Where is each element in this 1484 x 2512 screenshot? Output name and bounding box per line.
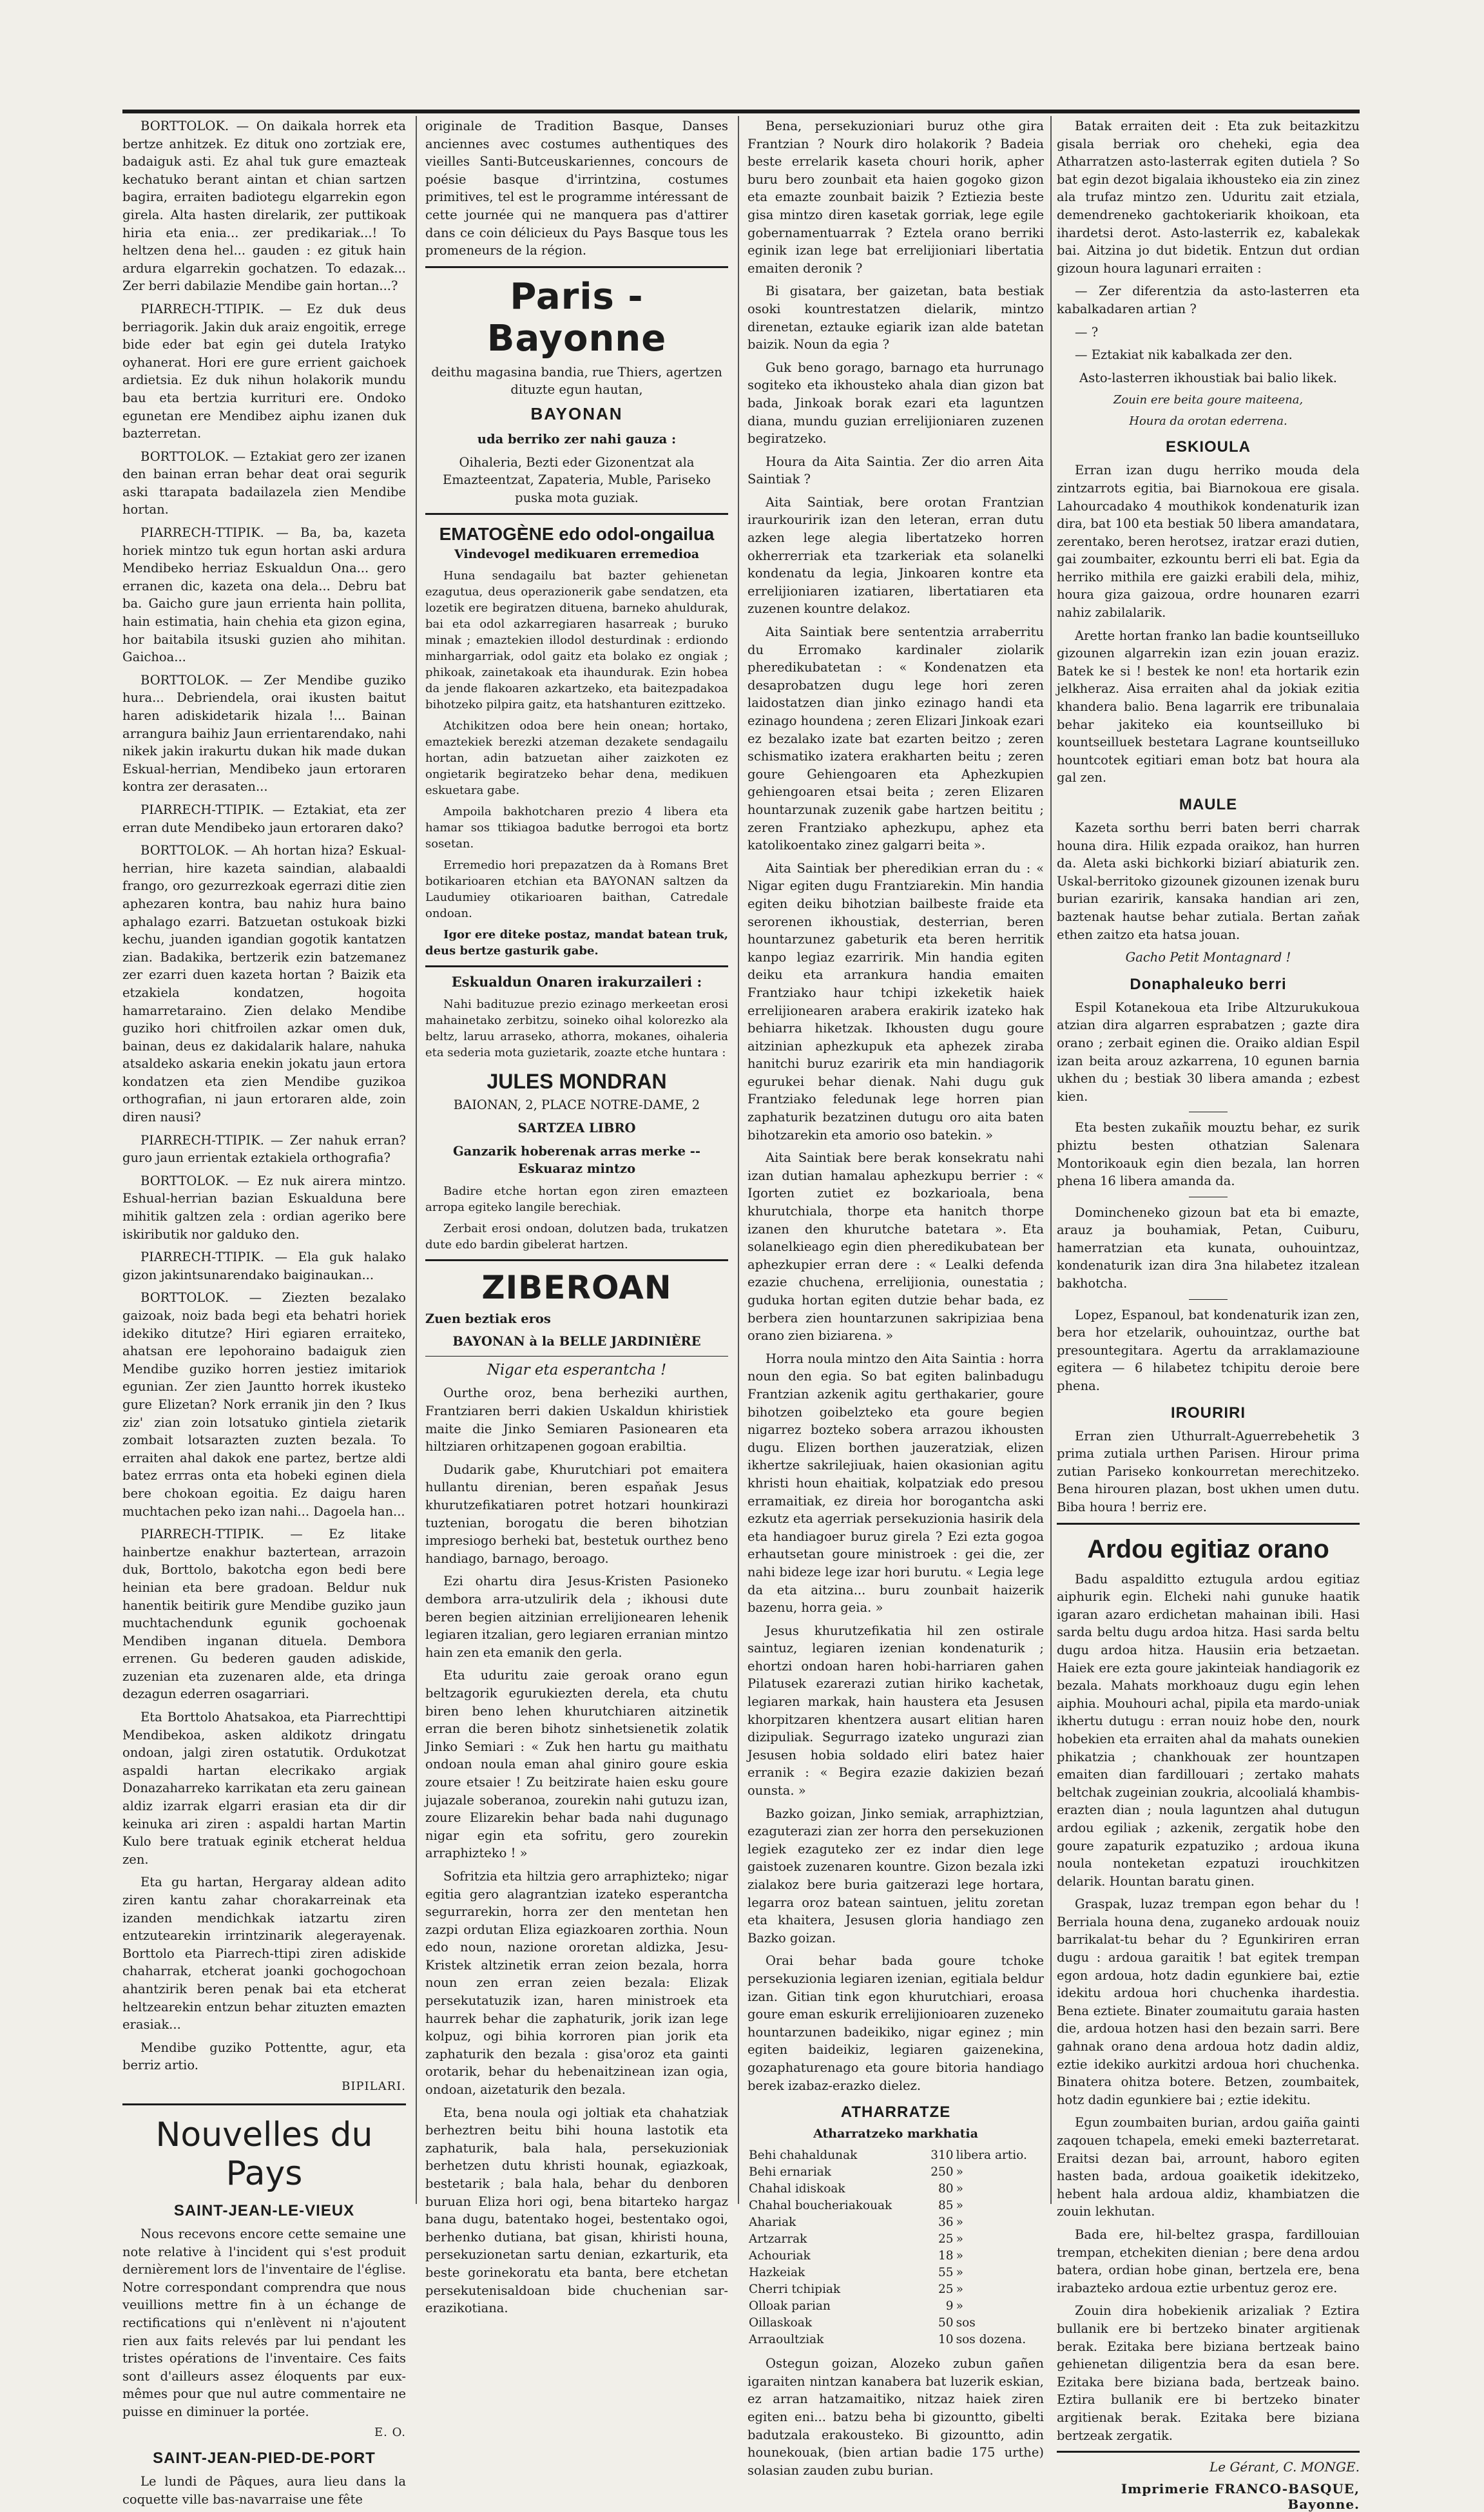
ad-subtitle: Vindevogel medikuaren erremedioa <box>454 547 700 562</box>
ad-text: BAYONAN à la BELLE JARDINIÈRE <box>452 1334 701 1349</box>
market-unit: » <box>956 2199 963 2213</box>
article-paragraph: Arette hortan franko lan badie kountseilluko gizounen algarrekin izan ezin jouan eraziz. Batek ke si ! bestek ke non! eta hortarik ezin jelkheraz. Aisa erraiten ahal da jokiak ezitia khandera balio. Bena lagarrik ere tribunalaia behar jakiteko eia kountseilluko bi kountseilluek bestetara Lagrane kountseilluko hountcotek egitiari eman botz bat houra ala gal zen. <box>1057 628 1360 786</box>
article-paragraph: Lopez, Espanoul, bat kondenaturik izan zen, bera hor etzelarik, ouhouintzaz, ourthe bat presountegitara. Agertu da arraklamazioune egitera — 6 hilabetez tchipitu deroie bere phena. <box>1057 1307 1360 1394</box>
ad-text: Badire etche hortan egon ziren emazteen arropa egiteko langile berechiak. <box>425 1184 728 1214</box>
column-divider <box>738 116 739 2204</box>
market-value: 55 <box>938 2266 954 2280</box>
narrative-paragraph: Eta Borttolo Ahatsakoa, eta Piarrechttipi Mendibekoa, asken aldikotz dringatu ondoan, jalgi ziren ostatutik. Ordukotzat aspaldi hartan elecrikako argiak Donazaharreko karrikatan eta zeru gainean aldiz izarrak elgarri erasian eta dir dir keinuka ari ziren : aspaldi hartan Martin Kulo bere tratuak eginik etcherat heldua zen. <box>122 1710 406 1867</box>
section-subheading: Atharratzeko markhatia <box>813 2127 978 2141</box>
market-label: Cherri tchipiak <box>749 2283 841 2297</box>
gerant-line: Le Gérant, C. MONGE. <box>1209 2459 1360 2475</box>
market-value: 9 <box>945 2299 954 2314</box>
market-label: Oillaskoak <box>749 2316 813 2330</box>
article-paragraph: Ourthe oroz, bena berheziki aurthen, Frantziaren berri dakien Uskaldun khiristiek maite die Jinko Semiaren Pasionearen eta hiltziaren orhitzapenen gogoan erabiltia. <box>425 1386 728 1454</box>
market-unit: » <box>956 2266 963 2280</box>
dialogue-paragraph: PIARRECH-TTIPIK. — Ez duk deus berriagorik. Jakin duk araiz engoitik, errege bide eder bat egin gei dutela Iratyko oyhanerat. Hori ere gure errient gaichoek ardietsia. Ez duk nihun holakorik mundu bau eta bertzia kurrituri ere. Ondoko egunetan ere Mendibez aiphu izanen duk bazterretan. <box>122 301 406 441</box>
market-value: 50 <box>938 2316 954 2330</box>
ad-text: Zerbait erosi ondoan, dolutzen bada, trukatzen dute edo bardin gibelerat hartzen. <box>425 1221 728 1251</box>
top-rule <box>122 110 1360 113</box>
article-paragraph: Bazko goizan, Jinko semiak, arraphiztzian, ezaguterazi zian zer horra den persekuzionen legiek ezaguteko zer ez indar dien lege gaistoek zuzenaren kountre. Gizon bezala izki zialakoz bere buria gaitzerazi lege hortara, legarra oroz batean saintuen, jelitu zoretan eta khaitera, Jesusen gloria handiago zen Bazko goizan. <box>747 1806 1044 1946</box>
section-rule <box>1057 1523 1360 1525</box>
article-paragraph: Eta, bena noula ogi joltiak eta chahatziak berheztren beitu bihi houna lastotik eta zaphaturik, bala hala, persekuzioniak berhetzen dutu khristi hounak, egiazkoak, bestetarik ; bala hala, behar du denboren buruan Eliza hori ogi, bena bitarteko hargaz bana dugu, batentako hogei, bestentako ogoi, berhenko dutiana, bat gisan, khiristi houna, persekuzionetan sartu denian, ezkarturik, eta beste gorinekoratu eta banta, bere etchetan persekutenisaldoan bide chuchenian sar-erazikotiana. <box>425 2105 728 2316</box>
ad-text: Nahi badituzue prezio ezinago merkeetan erosi mahainetako zerbitzu, soineko oihal kolorezko ala beltz, laruu arraseko, athorra, mokanes, oihaleria eta sederia mota guzietarik, zoazte etche huntara : <box>425 998 728 1060</box>
market-row <box>747 2164 1044 2181</box>
market-row <box>747 2298 1044 2315</box>
market-label: Behi chahaldunak <box>749 2149 858 2163</box>
market-value: 25 <box>938 2232 954 2246</box>
article-paragraph: — Eztakiat nik kabalkada zer den. <box>1075 347 1293 363</box>
section-rule <box>1057 2451 1360 2453</box>
section-rule <box>425 965 728 967</box>
article-paragraph: Erran izan dugu herriko mouda dela zintzarrots egitia, bai Biarnokoua ere gisala. Lahourcadako 4 mouthikok kondenaturik izan dira, bat 100 eta bestiak 50 libera amandatara, zerentako, beren herotsez, iratzar erazi dutien, gai zoumbaiter, ezkountu berri eli bat. Egia da herriko mithila ere gaizki erabili dela, mihiz, houra giza gaizoua, ordre hounaren ezarri nahiz zabilalarik. <box>1057 463 1360 621</box>
article-paragraph: Ezi ohartu dira Jesus-Kristen Pasioneko dembora arra-utzulirik dela ; ikhousi dute beren begien aitzinian errelijionearen lehenik legiaren itzalian, gero legiaren erranian mintzo hain zen eta emanik den gerla. <box>425 1574 728 1660</box>
section-heading: SAINT-JEAN-LE-VIEUX <box>173 2201 355 2219</box>
dialogue-paragraph: BORTTOLOK. — Ah hortan hiza? Eskual-herrian, hire kazeta saindian, alabaaldi frango, oro gezurrezkoak egerrazi ditie zien aphezaren kontra, bau nahiz hura baino aphalago ezarri. Batzuetan ostukoak bizki kechu, juanden igandian gogotik kantatzen zian. Badakika, bertzerik ezin batzemanez zer ezarri duen kazeta hortan ? Baizik eta etzakiela kondatzen, hogoita hamarretaraino. Zien delako Mendibe guziko hori chitfroilen azkar omen duk, bainan, deus ez dakidalarik halare, nahuka atsaldeko askaria enekin jokatu jaun ertora kondatzen eta zien Mendibe guzikoa orthografian, ni jaun ertoraren alde, zoin diren nausi? <box>122 843 406 1125</box>
article-title: Nigar eta esperantcha ! <box>487 1361 667 1378</box>
article-paragraph: Aita Saintiak bere sententzia arraberritu du Erromako kardinaler ziolarik pheredikubatetan : « Kondenatzen eta desaprobatzen dugu lege hori zeren laidostatzen dian jinko ezinago handi eta ezinago houndena ; zeren Elizari Jinkoak ezari ez bezalako izate bat ezarten beitzo ; zeren schismatiko izatera erakharten beitu ; zeren goure Gehiengoaren eta Aphezkupien gehiengoaren etsai beita ; zeren Elizaren hountarzunak zuzenik gabe hartzen beititu ; zeren Frantziako aphezkupu, aphez eta katolikoentako zinez galgarri beita ». <box>747 624 1044 853</box>
ad-title: EMATOGÈNE edo odol-ongailua <box>439 524 715 545</box>
market-value: 80 <box>938 2182 954 2196</box>
imprimerie-text: Imprimerie FRANCO-BASQUE, Bayonne. <box>1121 2481 1360 2512</box>
article-paragraph: Espil Kotanekoua eta Iribe Altzurukukoua atzian dira algarren esprabatzen ; gazte dira orano ; zerbait eginen die. Oraiko aldian Espil izan beita arouz azkarrena, 10 egunen barnia ukhen du ; bestiak 30 libera amanda ; ezbest kien. <box>1057 1000 1360 1104</box>
article-paragraph: Badu aspalditto eztugula ardou egitiaz aiphurik egin. Elcheki nahi gunuke haatik igaran azaro erdichetan mahainan ibili. Hasi sarda beltu dugu ardoa hitza. Hasi sarda beltu dugu ardoa hitza. Hausiin eria betzaetan. Haiek ere ezta goure jakinteiak handiagorik ez bezala. Mahats morkhoauz dugu egin lehen aiphia. Mouhouri achal, pipila eta mardo-uniak ikhertu dutugu : erran nouiz hobe den, nourk hobekien eta erraiten ahal da mahats ounekien phikatzia ; chankhouak zer hountzapen emaiten dian fardillouari ; zertako mahats beltchak zugeinian zoukria, alcoolialá khambis-erazten dian ; noula laguntzen ahal dutugun ardou egiliak ; azkenik, zergatik hobe den goure zapaturik ezpatuziko ; ardoua ikuna noula nonteketan ezpatuzi irouchkitzen delarik. Hountan baratu ginen. <box>1057 1571 1360 1889</box>
section-rule <box>425 1259 728 1261</box>
section-heading: IROURIRI <box>1171 1404 1246 1422</box>
ad-text: Huna sendagailu bat bazter gehienetan ezagutua, deus operazionerik gabe sendatzen, eta lozetik ere begiratzen dituena, barneko ahuldurak, bai eta odol azkarregiaren hasarreak ; buruko minak ; emaztekien illodol desturdinak : erdiondo minhargarriak, odol gaitz eta bolako ez ongiak ; phikoak, zainetakoak eta ihaundurak. Ezin hobea da jende flakoaren azkartzeko, eta baitezpadakoa bihotzeko pilpira gaitz, eta hatshanturen ezittzeko. <box>425 569 728 712</box>
article-paragraph: Aita Saintiak bere berak konsekratu nahi izan dutian hamalau aphezkupu berrier : « Igorten zutiet ez bozkarioala, bena khurutchiala, thorpe eta hanitch thorpe izanen den khurutche batetara ». Eta solanelkieago egin dien pheredikubatean ber aphezkupier erran dere : « Lealki defenda ezazie chuchena, errelijionia, ounestatia ; guduka hortan egiten dutzie behar bada, ez berbera zien hountarzunen sakripiziaa bena orano zien biziarena. » <box>747 1150 1044 1344</box>
ad-title: Eskualdun Onaren irakurzaileri : <box>451 974 702 990</box>
ad-text: deithu magasina bandia, rue Thiers, agertzen dituzte egun hautan, <box>431 364 722 398</box>
market-label: Olloak parian <box>749 2299 831 2314</box>
section-heading: Donaphaleuko berri <box>1130 975 1287 993</box>
article-paragraph: Bada ere, hil-beltez graspa, fardillouian trempan, etchekiten dienian ; bere dena ardou batera, ordian hobe ginan, bertzela ere, bena irabazteko ardoua eztie urbentuz geroz ere. <box>1057 2227 1360 2295</box>
market-row <box>747 2181 1044 2198</box>
news-heading: Nouvelles du Pays <box>155 2115 373 2193</box>
market-row <box>747 2198 1044 2214</box>
market-unit: sos dozena. <box>956 2333 1026 2347</box>
news-paragraph: Le lundi de Pâques, aura lieu dans la coquette ville bas-navarraise une fête <box>122 2474 406 2507</box>
narrative-paragraph: Eta gu hartan, Hergaray aldean adito ziren kantu zahar chorakarreinak eta izanden mendichkak iatzartu ziren entzutearekin irrintzinarik alegerayenak. Borttolo eta Piarrech-ttipi ziren adiskide chaharrak, etcherat joanki gochogochoan ahantzirik beren penak bai eta etcherat heltzearekin entzun behar zituzten emazten erasiak... <box>122 1875 406 2033</box>
market-value: 25 <box>938 2283 954 2297</box>
ad-subtitle: Zuen beztiak eros <box>425 1311 551 1326</box>
article-paragraph: Jesus khurutzefikatia hil zen ostirale saintuz, legiaren izenian kondenaturik ; ehortzi ondoan haren hobi-harriaren gahen Pilatusek ezarerazi zutian hiriko kachetak, legiaren markak, hain haustera eta Jesusen khorpitzaren khentzera ausart elitian haren dizipuliak. Segurrago izateko ungurazi zian Jesusen hobia soldado eliri batez haier erranik : « Begira ezazie dakizien bezań ounsta. » <box>747 1623 1044 1799</box>
market-row <box>747 2214 1044 2231</box>
column-4 <box>1057 117 1360 2512</box>
ad-text: Erremedio hori prepazatzen da à Romans Bret botikarioaren etchian eta BAYONAN saltzen da Laudumiey otikarioaren baithan, Catredale ondoan. <box>425 858 728 921</box>
column-2 <box>425 117 728 2316</box>
article-title: Ardou egitiaz orano <box>1087 1534 1329 1563</box>
verse-line: Zouin ere beita goure maiteena, <box>1113 393 1304 407</box>
market-label: Arraoultziak <box>749 2333 824 2347</box>
article-paragraph: Egun zoumbaiten burian, ardou gaiña gainti zaqouen tchapela, emeki emeki bazterretarat. Eraitsi dezan bai, arrount, haboro egiten hasten bada, ardoua goaiketik idekitzeko, hebent hala ardoua aldiz, khambiatzen die zouin lekhutan. <box>1057 2115 1360 2219</box>
market-row <box>747 2147 1044 2164</box>
column-divider <box>1050 116 1052 2204</box>
market-label: Achouriak <box>749 2249 811 2263</box>
ad-text: Oihaleria, Bezti eder Gizonentzat ala Emazteentzat, Zapateria, Muble, Pariseko puska mota guziak. <box>442 454 711 505</box>
dialogue-paragraph: PIARRECH-TTIPIK. — Zer nahuk erran? guro jaun errientak eztakiela orthografia? <box>122 1132 406 1166</box>
ad-text: Igor ere diteke postaz, mandat batean truk, deus bertze gasturik gabe. <box>425 928 728 958</box>
section-rule <box>425 266 728 268</box>
market-label: Ahariak <box>749 2216 796 2230</box>
article-paragraph: Domincheneko gizoun bat eta bi emazte, arauz ja bouhamiak, Petan, Cuiburu, hamerratzian eta kunata, ouhouintzaz, kondenaturik izan dira 3na hilabetez itzalean bakhotcha. <box>1057 1204 1360 1291</box>
dialogue-paragraph: BORTTOLOK. — Ez nuk airera mintzo. Eshual-herrian bazian Eskualduna bere mihitik galtzen zela : ordian ageriko bere iskiributik nor galduko den. <box>122 1173 406 1242</box>
market-value: 36 <box>938 2216 954 2230</box>
market-unit: » <box>956 2165 963 2179</box>
article-paragraph: Bena, persekuzioniari buruz othe gira Frantzian ? Nourk diro holakorik ? Badeia beste errelarik kaseta chouri horik, apher buru bero zounbait eta haien gogoko gizon eta emazte zounbait baizik ? Eztiezia beste gisa mintzo diren kasetak gorriak, lege egile gobernamentuarrak ? Eztela orano berriki eginik izan lege bat errelijioniari libertatia emaiten deronik ? <box>747 119 1044 276</box>
market-unit: » <box>956 2216 963 2230</box>
dialogue-paragraph: PIARRECH-TTIPIK. — Ba, ba, kazeta horiek mintzo tuk egun hortan aski ardura Mendibeko herriaz Eskualdun Ona... gero erranen dic, kazeta ona dela... Debru bat ba. Gaicho gure jaun errienta hain pollita, hain estimatia, hain chehia eta gizon egina, hor baitabila itsuski guzien aho mihitan. Gaichoa... <box>122 525 406 665</box>
article-paragraph: Orai behar bada goure tchoke persekuzionia legiaren izenian, egitiala beldur izan. Gitian tink egon khurutchiari, eroasa goure eman eskurik errelijionioaren zuzeneko hountarzunen badeikiko, nigar eginez ; min egiten baideikiz, legiaren gaizenekina, gozaphaturenago eta goure bitoria handiago berek izabaz-erazko dielez. <box>747 1953 1044 2093</box>
market-row <box>747 2248 1044 2265</box>
column-1 <box>122 117 406 2507</box>
article-paragraph: Dudarik gabe, Khurutchiari pot emaitera hullantu direnian, beren espaňak Jesus khurutzefikatiaren potret hotzari hounkirazi tuztenian, borogatu die beren bihotzian impresiogo berheki bat, bestetuk ourthez beno handiago, barnago, beroago. <box>425 1462 728 1566</box>
ad-text: uda berriko zer nahi gauza : <box>477 431 677 447</box>
verse-line: Houra da orotan ederrena. <box>1129 414 1287 429</box>
article-paragraph: Gacho Petit Montagnard ! <box>1125 950 1291 965</box>
article-paragraph: Batak erraiten deit : Eta zuk beitazkitzu gisala berriak oro cheheki, egia dea Atharratzen asto-lasterrak egiten dutiela ? So bat egin dezot bigalaia ikhousteko eia zin zinez ala trufaz mintzo zen. Uduritu zait etziala, demendreneko gachtokeriarik khoikoan, eta ihardetsi derot. Asto-lasterrik ez, kabalekak bai. Aitzina jo dut bidetik. Entzun dut ordian gizoun houra lagunari erraiten : <box>1057 119 1360 276</box>
article-paragraph: — Zer diferentzia da asto-lasterren eta kabalkadaren artian ? <box>1057 284 1360 316</box>
article-paragraph: Eta besten zukañik mouztu behar, ez surik phiztu besten othatzian Salenara Montorikoauk egin dien bezala, lan horren phena 16 libera amanda da. <box>1057 1120 1360 1189</box>
market-value: 250 <box>930 2165 954 2179</box>
dialogue-paragraph: PIARRECH-TTIPIK. — Eztakiat, eta zer erran dute Mendibeko jaun ertoraren dako? <box>122 802 406 835</box>
article-paragraph: Erran zien Uthurralt-Aguerrebehetik 3 prima zutiala urthen Parisen. Hirour prima zutian Pariseko konkourretan merechitzeko. Bena hirouren plazan, bost ukhen umen dutu. Biba houra ! berriz ere. <box>1057 1428 1360 1514</box>
article-paragraph: Kazeta sorthu berri baten berri charrak houna dira. Hilik ezpada oraikoz, han hurren da. Aleta aski bichkorki biziarí abiaturik zen. Uskal-berritoko gizounek gizounen izenak buru burian ezaririk, kansaka handian ari zen, baztenak hautse behar zutiala. Bertan zaňak ethen zaitzo eta hatsa jouan. <box>1057 820 1360 942</box>
market-value: 85 <box>938 2199 954 2213</box>
dialogue-paragraph: BORTTOLOK. — Eztakiat gero zer izanen den bainan erran behar deat orai segurik aski ttarapata badailazela zien Mendibe hortan. <box>122 449 406 517</box>
market-value: 18 <box>938 2249 954 2263</box>
ad-address: BAIONAN, 2, PLACE NOTRE-DAME, 2 <box>453 1097 700 1113</box>
market-unit: » <box>956 2299 963 2314</box>
ad-name: JULES MONDRAN <box>487 1070 667 1094</box>
market-row <box>747 2332 1044 2348</box>
market-unit: » <box>956 2232 963 2246</box>
market-row <box>747 2231 1044 2248</box>
market-value: 10 <box>938 2333 954 2347</box>
market-label: Chahal boucheriakouak <box>749 2199 892 2213</box>
section-heading: ATHARRATZE <box>840 2103 951 2121</box>
market-row <box>747 2265 1044 2281</box>
market-unit: libera artio. <box>956 2149 1027 2163</box>
market-unit: sos <box>956 2316 976 2330</box>
column-3 <box>747 117 1044 2478</box>
dialogue-paragraph: BORTTOLOK. — On daikala horrek eta bertze anhitzek. Ez dituk ono zortziak ere, badaiguk asti. Ez ahal tuk gure emazteak kechatuko berant aintan et chian sartzen bagira, erraiten badiotegu elgarrekin egon girela. Alta hasten direlarik, zer puttikoak hiria eta enia... zer predikariak...! To heltzen dena hel... gauden : ez gituk hain ardura elgarrekin gochatzen. To edazak... Zer berri dabilazie Mendibe gain hortan...? <box>122 119 406 294</box>
news-paragraph: Nous recevons encore cette semaine une note relative à l'incident qui s'est produit dernièrement lors de l'inventaire de l'église. Notre correspondant comprendra que nous veuillions mettre fin à un échange de rectifications qui n'enlèvent ni n'ajoutent rien aux faits relevés par lui pendant les tristes opérations de l'inventaire. Ces faits sont d'ailleurs assez éloquents par eux-mêmes pour que nul autre commentaire ne puisse en diminuer la portée. <box>122 2226 406 2419</box>
dialogue-paragraph: BORTTOLOK. — Zer Mendibe guziko hura... Debriendela, orai ikusten baitut haren adiskidetarik hizala !... Bainan arrangura baihiz Jaun errientarendako, nahi nikek jakin irakurtu dukan hik made dukan Eskual-herrian, Mendibeko jaun ertoraren kontra zer derasaten... <box>122 672 406 795</box>
market-unit: » <box>956 2283 963 2297</box>
article-paragraph: Bi gisatara, ber gaizetan, bata bestiak osoki kountrestatzen dielarik, mintzo direnetan, eztauke egiarik izan alde batetan baizik. Noun da egia ? <box>747 284 1044 353</box>
dialogue-paragraph: PIARRECH-TTIPIK. — Ez litake hainbertze enakhur baztertean, arrazoin duk, Borttolo, bakotcha egon bedi bere heinian eta bere gradoan. Beldur nuk hanentik beitirik gure Mendibe guziko jaun muchtachendunk egunik gochoenak Mendiben inganan dituela. Dembora errenen. Gu bederen gauden adiskide, zuzenian eta zuzenaren alde, eta dringa dezagun ederren osagarriari. <box>122 1527 406 1702</box>
ad-slogan: Ganzarik hoberenak arras merke -- Eskuaraz mintzo <box>453 1143 700 1177</box>
article-paragraph: Horra noula mintzo den Aita Saintia : horra noun den egia. So bat egiten balinbadugu Frantzian azkenik agitu gerthakarier, goure bihotzen goibelzteko eta goure begien nigarrez bozteko sobera arrazou ikhousten dugu. Elizen borthen jauzeratziak, elizen ikhertze sakrilejiuak, haien okasionian agitu khristi houn ehaitiak, kolpatziak edo presou erramaitiak, ez direia hor borogantcha aski ezkutz eta agerriak persekuzionia hasirik dela eta handiagoer buruz girela ? Ezi ezta gogoa erhautsetan goure ministroek : gei die, zer nahi bideze lege izar hori burutu. « Legia lege da eta aitzina... buru zounbait haizerik bazenu, horra geia. » <box>747 1351 1044 1616</box>
narrative-paragraph: Mendibe guziko Pottentte, agur, eta berriz artio. <box>122 2040 406 2073</box>
article-paragraph: Houra da Aita Saintia. Zer dio arren Aita Saintiak ? <box>747 454 1044 487</box>
author-signature: BIPILARI. <box>342 2079 406 2093</box>
market-row <box>747 2281 1044 2298</box>
article-paragraph: Graspak, luzaz trempan egon behar du ! Berriala houna dena, zuganeko ardouak nouiz barrikalat-tu behar du ? Egunkiriren erran dugu : ardoua garaitik ! bat egitek trempan egon ardoua, hotz dadin egunkiere bai, eztie idekitu ardoua hori chuchenka ihardestia. Bena eztiete. Binater zoumaitutu garaia hasten die, ardoua hotzen hasi den bezain sarri. Bere gahnak orano dena ardoua hotz dadin aldiz, eztie idekiko aurkitzi ardoua hori chuchenka. Binatera ohitza botere. Betzen, zoumbaitek, hotz dadin egunkiere bai ; eztie idekitu. <box>1057 1897 1360 2107</box>
section-rule <box>122 2103 406 2105</box>
article-paragraph: Guk beno gorago, barnago eta hurrunago sogiteko eta ikhousteko ahala dian gizon bat bada, Jinkoak borak ezari eta laguntzen diana, mundu guzian errelijioniaren zuzenen begiratzeko. <box>747 360 1044 447</box>
dialogue-paragraph: PIARRECH-TTIPIK. — Ela guk halako gizon jakintsunarendako baiginaukan... <box>122 1250 406 1282</box>
ad-text: SARTZEA LIBRO <box>517 1120 636 1135</box>
market-unit: » <box>956 2182 963 2196</box>
section-rule <box>1189 1299 1228 1300</box>
market-price-table <box>747 2147 1044 2348</box>
ad-title: Paris - Bayonne <box>487 275 667 360</box>
section-heading: MAULE <box>1179 796 1238 813</box>
article-paragraph: Eta uduritu zaie geroak orano egun beltzagorik egurukiezten derela, eta chutu biren beno lehen khurutchiaren aitzinetik erran die beren bihotz sinhetsienetik zolatik Jinko Semiari : « Zuk hen hartu gu maithatu ondoan noula eman ahal giniro goure eskia zoure etsaier ! Zu beitzirate haien esku goure jujazale soberanoa, zourekin nahi gutuzu izan, zoure Elizarekin behar bada nahi dugunago nigar egin eta sofritu, gero zourekin arraphizteko ! » <box>425 1668 728 1861</box>
market-row <box>747 2315 1044 2332</box>
section-heading: ESKIOULA <box>1165 438 1251 456</box>
section-heading: SAINT-JEAN-PIED-DE-PORT <box>153 2449 376 2468</box>
market-value: 310 <box>930 2149 954 2163</box>
market-label: Artzarrak <box>749 2232 807 2246</box>
ad-text: Atchikitzen odoa bere hein onean; hortako, emaztekiek berezki atzeman dezakete sendagailu hortan, adin batzuetan aiher zaizkoten ez ongietarik begiratzeko behar dena, medikuen eskuetara gabe. <box>425 719 728 798</box>
ad-city: BAYONAN <box>530 403 623 423</box>
market-label: Behi ernariak <box>749 2165 831 2179</box>
article-paragraph: Sofritzia eta hiltzia gero arraphizteko; nigar egitia gero alagrantzian izateko esperantcha segurrarekin, horra zer den mentetan hen zazpi ordutan Eliza egiazkoaren zorthia. Noun edo noun, nazione ororetan aldizka, Jesu-Kristek altzinetik erran zeion bezala, horra noun zen erran zeien bezala: Elizak persekutatuzik izan, haren ministroek eta haurrek behar die zaphaturik, jorik izan lege kolpuz, ogi bihia korroren pian jorik eta zaphaturik den bezala : gisa'oroz eta gainti orotarik, behar du hebenaitzinean izan ogia, ondoan, aizetaturik den bezala. <box>425 1868 728 2098</box>
dialogue-paragraph: BORTTOLOK. — Ziezten bezalako gaizoak, noiz bada begi eta behatri horiek idekiko ditutze? Hiri egiaren erraiteko, ahatsan ere lepohoraino badaiguk zien Mendibe guziko horren jestiez imitariok egunian. Zer zien Jauntto horrek ikusteko gure Elizetan? Nork erranik jin den ? Ikus ziz' zian zoin lotsatuko gintiela zietarik zombait lotsarazten zuzten bezala. To erraiten ahal dakok ene partez, bertze aldi batez errras onta eta hobeki eginen diela bere chokoan egoitia. Ez daigu haren muchtachen peko izan nahi... Dagoela han... <box>122 1290 406 1519</box>
market-label: Chahal idiskoak <box>749 2182 845 2196</box>
article-paragraph: Aita Saintiak, bere orotan Frantzian iraurkouririk izan den leteran, erran dutu azken lege alegia libertatzeko horren okherrerriak eta tzarkeriak eta solanelki kondenatu da legia, Jinkoaren kontre eta errelijioniaren izatiaren, libertatiaren eta zuzenen kountre delakoz. <box>747 494 1044 617</box>
ad-title: ZIBEROAN <box>481 1268 672 1306</box>
article-paragraph: Zouin dira hobekienik arizaliak ? Eztira bullanik ere bi bertzeko binater argitienak berak. Ezitaka bere biziana bertzeak baino gehienetan diligentzia bera da esan bere. Ezitaka bere biziana bada, bertzeak baino. Eztira bullanik ere bi bertzeko binater argitienak berak. Ezitaka bere biziana bertzeak zergatik. <box>1057 2303 1360 2443</box>
news-continued: originale de Tradition Basque, Danses anciennes avec costumes authentiques des vieilles Santi-Butceuskariennes, concours de poésie basque d'irrintzina, costumes primitives, tel est le programme intéressant de cette journée qui ne manquera pas d'attirer dans ce coin délicieux du Pays Basque tous les promeneurs de la région. <box>425 119 728 258</box>
imprimerie-line <box>1057 2481 1360 2512</box>
article-paragraph: Ostegun goizan, Alozeko zubun gañen igaraiten nintzan kanabera bat luzerik eskian, ez arran hatzamaitiko, nitzaz haiek ziren egiten eni... batzu beha bi gizountto, gibelti badutzala erakousteko. Bi gizountto, adin hounekouak, (bien artian badie 175 urthe) solasian zauden zubu burian. <box>747 2356 1044 2478</box>
section-rule <box>425 513 728 515</box>
article-paragraph: Aita Saintiak ber pheredikian erran du : « Nigar egiten dugu Frantziarekin. Min handia egiten deiku bihotzian bailbeste fraide eta serorenen ikhoustiak, desterrian, beren hountarzunez gabeturik eta beren herritik kanpo legiaz ezarririk. Min handia egiten deiku eta arrankura handia emaiten Frantziako haur tchipi izkeketik haiek errelijionearen arabera erakirik izateko hak behiarra hiketzak. Ikhousten dugu goure aitzinian aphezkupuk eta aphezek ziraba hanitchi buruz ezaririk eta min handiagorik egurukei behar dienak. Nahi dugu guk Frantziako feledunak lege horren pian zaphaturik bezatzinen dutugu oro aita baten bihotzarekin eta amorio oso batekin. » <box>747 860 1044 1143</box>
news-signature: E. O. <box>374 2426 406 2440</box>
market-unit: » <box>956 2249 963 2263</box>
column-divider <box>416 116 417 2204</box>
article-paragraph: — ? <box>1075 324 1099 340</box>
article-paragraph: Asto-lasterren ikhoustiak bai balio likek. <box>1079 370 1337 385</box>
section-rule <box>425 1356 728 1357</box>
market-label: Hazkeiak <box>749 2266 805 2280</box>
ad-text: Ampoila bakhotcharen prezio 4 libera eta hamar sos ttikiagoa badutke berrogoi eta bortz sosetan. <box>425 805 728 851</box>
